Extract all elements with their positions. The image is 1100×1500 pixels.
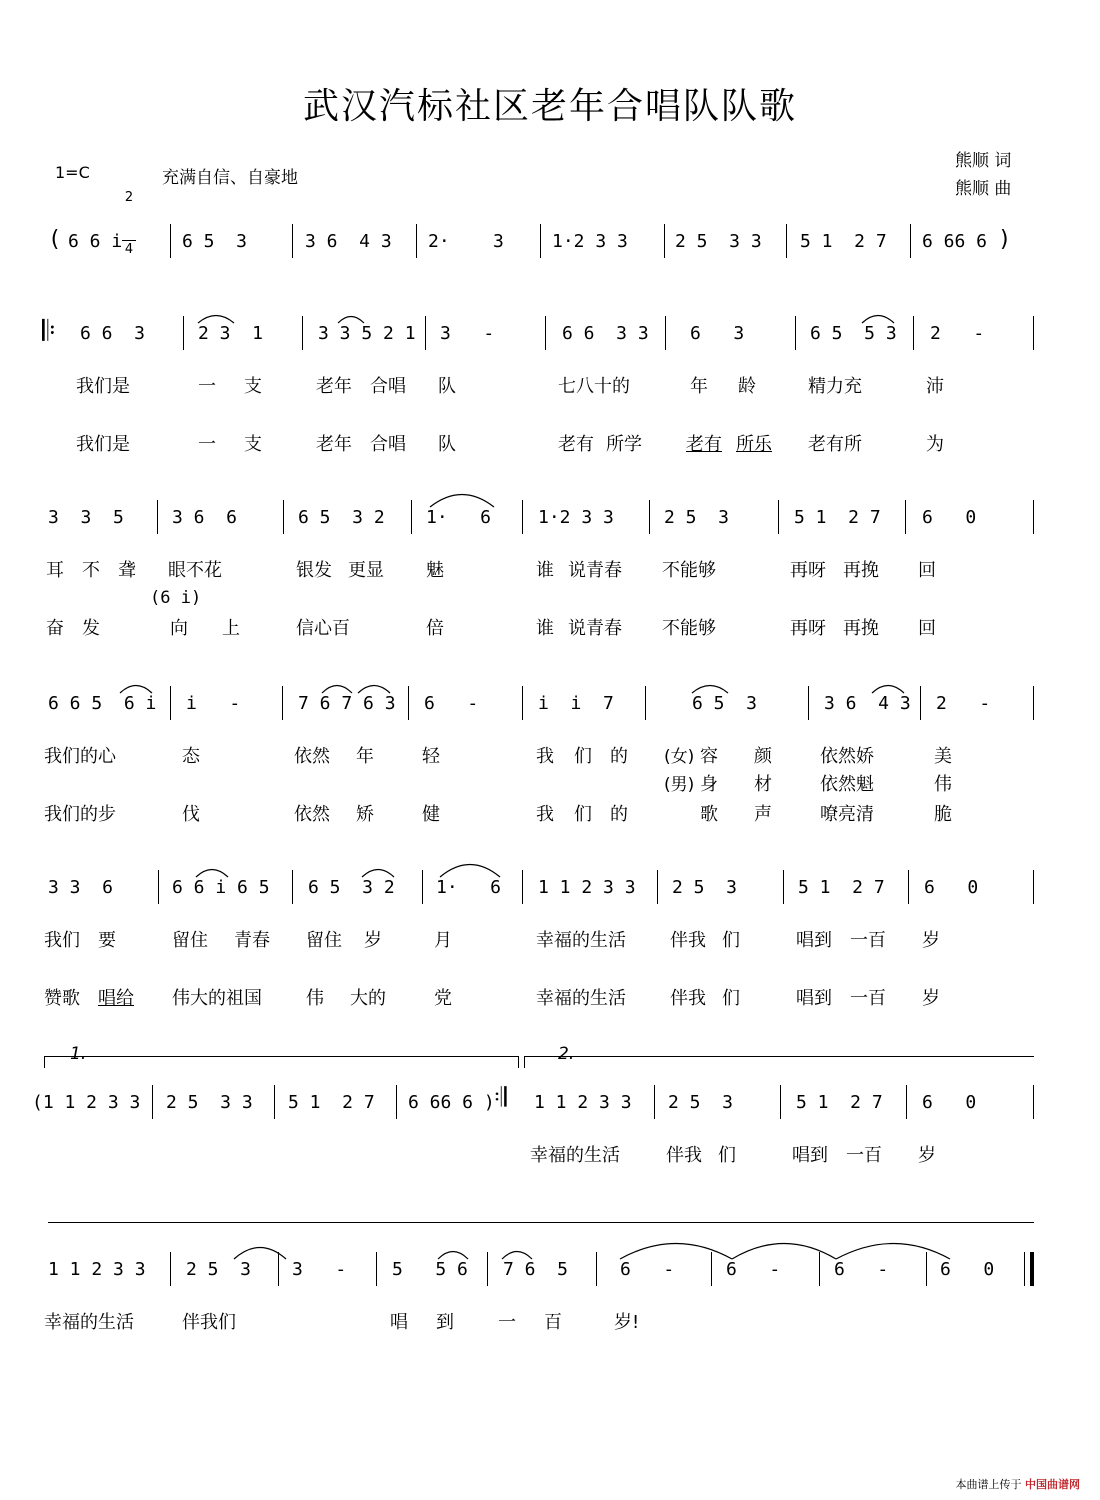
lyric: 老有 [558, 434, 594, 455]
measure: 6 0 [940, 1259, 995, 1280]
barline [411, 500, 412, 534]
lyric: 合唱 [370, 376, 406, 397]
lyric: 身 [700, 774, 718, 795]
measure: 1·2 3 3 [538, 507, 614, 528]
final-barline-thin [1024, 1252, 1025, 1286]
lyric: 的 [610, 746, 628, 767]
lyric: 伴我 [666, 1145, 702, 1166]
lyric: 岁 [364, 930, 382, 951]
lyric: 伟大的祖国 [172, 988, 262, 1009]
measure: 5 5 6 [392, 1259, 468, 1280]
lyric: 老年 [316, 434, 352, 455]
measure: 1·2 3 3 [552, 231, 628, 252]
barline [170, 224, 171, 258]
volta-2-hook [524, 1056, 525, 1068]
lyric: 嘹亮清 [820, 804, 874, 825]
measure: (1 1 2 3 3 [32, 1092, 141, 1113]
barline [664, 224, 665, 258]
lyric: 们 [574, 746, 592, 767]
barline [425, 316, 426, 350]
lyric: 矫 [356, 804, 374, 825]
lyric: 老有 [686, 434, 722, 455]
barline [711, 1252, 712, 1286]
lyric: 为 [926, 434, 944, 455]
barline [1033, 686, 1034, 720]
lyric: 月 [434, 930, 452, 951]
barline [170, 1252, 171, 1286]
composer-credit: 熊顺 曲 [955, 179, 1012, 199]
lyric: 上 [222, 618, 240, 639]
measure: 2 5 3 3 [166, 1092, 253, 1113]
lyric: 脆 [934, 804, 952, 825]
lyric: 一 [498, 1312, 516, 1333]
line1-notes [0, 316, 1100, 350]
lyric: 留住 [306, 930, 342, 951]
lyric: 再挽 [843, 560, 879, 581]
repeat-start-sign: 𝄆 [42, 314, 56, 347]
lyric: 银发 [296, 560, 332, 581]
lyric: 我们 [44, 930, 80, 951]
barline [908, 870, 909, 904]
measure: 6 0 [922, 507, 977, 528]
lyric: 们 [718, 1145, 736, 1166]
lyric: 留住 [172, 930, 208, 951]
lyric: 幸福的生活 [530, 1145, 620, 1166]
measure: 7 6 7 6 3 [298, 693, 396, 714]
volta-2-label: 2. [558, 1044, 575, 1064]
barline [1033, 1085, 1034, 1119]
lyric: 说青春 [568, 560, 622, 581]
lyric: 我们是 [76, 434, 130, 455]
lyric: 龄 [738, 376, 756, 397]
lyric: 唱到 [792, 1145, 828, 1166]
barline [487, 1252, 488, 1286]
barline [786, 224, 787, 258]
lyric: 老年 [316, 376, 352, 397]
barline [913, 316, 914, 350]
measure: 3 - [292, 1259, 347, 1280]
measure: 6 - [620, 1259, 675, 1280]
lyric: 依然娇 [820, 746, 874, 767]
measure: 6 - [726, 1259, 781, 1280]
lyric: 不 [82, 560, 100, 581]
measure: 2 5 3 3 [675, 231, 762, 252]
female-part-label: (女) [664, 747, 695, 767]
line6-notes [0, 1252, 1100, 1286]
lyric: 再挽 [843, 618, 879, 639]
barline [157, 500, 158, 534]
alt-note-marking: (6 i) [150, 588, 202, 608]
lyric: 材 [754, 774, 772, 795]
barline [422, 870, 423, 904]
barline [302, 316, 303, 350]
measure: 3 3 6 [48, 877, 114, 898]
lyric: 要 [98, 930, 116, 951]
lyric: 队 [438, 434, 456, 455]
barline [522, 686, 523, 720]
lyric: 们 [722, 930, 740, 951]
lyric: 伴我 [670, 930, 706, 951]
measure: 1· 6 [436, 877, 502, 898]
lyric: 一百 [846, 1145, 882, 1166]
lyric: 谁 [536, 560, 554, 581]
lyric: 再呀 [790, 618, 826, 639]
time-signature-top: 2 [124, 190, 134, 205]
measure: 1 1 2 3 3 [48, 1259, 146, 1280]
repeat-end-sign: 𝄇 [494, 1083, 507, 1113]
lyric: 一百 [850, 988, 886, 1009]
lyric: 我 [536, 746, 554, 767]
lyric: 一 [198, 434, 216, 455]
measure: 6 5 3 2 [298, 507, 385, 528]
footer-brand: 中国曲谱网 [1025, 1478, 1080, 1491]
measure: i - [186, 693, 241, 714]
barline [1033, 316, 1034, 350]
barline [657, 870, 658, 904]
lyric: 幸福的生活 [536, 930, 626, 951]
measure: 2 5 3 [186, 1259, 252, 1280]
footer-prefix: 本曲谱上传于 [955, 1478, 1022, 1491]
lyric: 唱到 [796, 988, 832, 1009]
lyric: 我们的心 [44, 746, 116, 767]
barline [158, 870, 159, 904]
lyric: 眼不花 [168, 560, 222, 581]
lyric: 沛 [926, 376, 944, 397]
lyric: 支 [244, 376, 262, 397]
barline [396, 1085, 397, 1119]
measure: 6 5 5 3 [810, 323, 897, 344]
time-signature-bottom: 4 [122, 240, 136, 258]
lyric: 幸福的生活 [536, 988, 626, 1009]
lyric: 到 [436, 1312, 454, 1333]
lyric: 回 [918, 618, 936, 639]
volta-2-line [524, 1056, 1034, 1057]
lyric: 再呀 [790, 560, 826, 581]
lyric: 伐 [182, 804, 200, 825]
lyric: 信心百 [296, 618, 350, 639]
barline [274, 1085, 275, 1119]
lyric: 容 [700, 746, 718, 767]
measure: 3 3 5 [48, 507, 124, 528]
intro-notes [0, 224, 1100, 258]
barline [183, 316, 184, 350]
lyric: 我 [536, 804, 554, 825]
measure: 6 3 [690, 323, 745, 344]
volta-1-line [44, 1056, 518, 1057]
barline [645, 686, 646, 720]
lyric: 们 [574, 804, 592, 825]
lyric: 颜 [754, 746, 772, 767]
lyric: 幸福的生活 [44, 1312, 134, 1333]
measure: 6 5 3 [692, 693, 758, 714]
lyric: 支 [244, 434, 262, 455]
measure: 3 6 6 [172, 507, 238, 528]
lyric: 赞歌 [44, 988, 80, 1009]
barline [920, 686, 921, 720]
measure: 3 3 5 2 1 [318, 323, 416, 344]
barline [282, 686, 283, 720]
lyric: 奋 [46, 618, 64, 639]
lyric: 不能够 [662, 618, 716, 639]
measure: 3 6 4 3 [824, 693, 911, 714]
lyric: 发 [82, 618, 100, 639]
lyric: 态 [182, 746, 200, 767]
line5-notes [0, 1085, 1100, 1119]
barline [292, 224, 293, 258]
lyric: 耳 [46, 560, 64, 581]
upload-footer [956, 1476, 1081, 1492]
lyric: 一 [198, 376, 216, 397]
lyric: 依然 [294, 746, 330, 767]
barline [408, 686, 409, 720]
barline [795, 316, 796, 350]
measure: 6 - [834, 1259, 889, 1280]
measure: 6 66 6 [922, 231, 988, 252]
lyric: 健 [422, 804, 440, 825]
measure: 5 1 2 7 [288, 1092, 375, 1113]
intro-close-paren: ) [998, 227, 1012, 252]
lyric: 伴我 [670, 988, 706, 1009]
male-part-label: (男) [664, 775, 695, 795]
lyric: 歌 [700, 804, 718, 825]
lyric: 说青春 [568, 618, 622, 639]
line2-notes [0, 500, 1100, 534]
lyric: 年 [356, 746, 374, 767]
volta-1-hook [44, 1056, 45, 1068]
barline [649, 500, 650, 534]
lyric: 我们的步 [44, 804, 116, 825]
lyric: 党 [434, 988, 452, 1009]
barline [292, 870, 293, 904]
volta-1-label: 1. [70, 1044, 87, 1064]
barline [906, 1085, 907, 1119]
barline [665, 316, 666, 350]
lyric: 伟 [306, 988, 324, 1009]
measure: 2 5 3 [672, 877, 738, 898]
barline [819, 1252, 820, 1286]
final-barline-thick [1030, 1252, 1034, 1286]
measure: 2· 3 [428, 231, 504, 252]
measure: 6 0 [922, 1092, 977, 1113]
barline [910, 224, 911, 258]
measure: 2 3 1 [198, 323, 264, 344]
measure: 1 1 2 3 3 [534, 1092, 632, 1113]
lyric: 的 [610, 804, 628, 825]
lyric: 依然魁 [820, 774, 874, 795]
lyric: 百 [544, 1312, 562, 1333]
lyric: 我们是 [76, 376, 130, 397]
barline [522, 500, 523, 534]
barline [596, 1252, 597, 1286]
barline [905, 500, 906, 534]
lyric: 队 [438, 376, 456, 397]
line3-notes [0, 686, 1100, 720]
barline [170, 686, 171, 720]
barline [783, 870, 784, 904]
lyric: 魅 [426, 560, 444, 581]
lyric: 合唱 [370, 434, 406, 455]
lyric: 声 [754, 804, 772, 825]
lyric: 大的 [350, 988, 386, 1009]
measure: 2 5 3 [668, 1092, 734, 1113]
measure: i i 7 [538, 693, 614, 714]
measure: 6 6 5 6 i [48, 693, 157, 714]
measure: 3 6 4 3 [305, 231, 392, 252]
intro-open-paren: ( [48, 227, 62, 252]
barline [278, 1252, 279, 1286]
measure: 2 - [930, 323, 985, 344]
measure: 5 1 2 7 [800, 231, 887, 252]
measure: 6 5 3 2 [308, 877, 395, 898]
measure: 6 66 6 ) [408, 1092, 495, 1113]
measure: 6 - [424, 693, 479, 714]
lyric: 岁 [918, 1145, 936, 1166]
lyric: 精力充 [808, 376, 862, 397]
measure: 3 - [440, 323, 495, 344]
lyric: 们 [722, 988, 740, 1009]
lyric: 美 [934, 746, 952, 767]
lyric: 年 [690, 376, 708, 397]
key-signature: 1=C [55, 163, 90, 182]
barline [926, 1252, 927, 1286]
measure: 5 1 2 7 [796, 1092, 883, 1113]
lyric: 更显 [348, 560, 384, 581]
lyric: 倍 [426, 618, 444, 639]
measure: 5 1 2 7 [798, 877, 885, 898]
lyric: 老有所 [808, 434, 862, 455]
measure: 6 6 i [68, 231, 123, 252]
measure: 6 6 3 3 [562, 323, 649, 344]
volta-1-end-hook [518, 1056, 519, 1068]
measure: 7 6 5 [503, 1259, 569, 1280]
measure: 2 - [936, 693, 991, 714]
measure: 6 6 i 6 5 [172, 877, 270, 898]
section-divider [48, 1222, 1034, 1223]
barline [545, 316, 546, 350]
lyric: 向 [170, 618, 188, 639]
measure: 6 0 [924, 877, 979, 898]
barline [416, 224, 417, 258]
lyric: 回 [918, 560, 936, 581]
barline [283, 500, 284, 534]
lyric: 唱 [390, 1312, 408, 1333]
lyric: 依然 [294, 804, 330, 825]
barline [654, 1085, 655, 1119]
lyric: 岁 [922, 988, 940, 1009]
measure: 5 1 2 7 [794, 507, 881, 528]
lyric: 所乐 [736, 434, 772, 455]
measure: 6 5 3 [182, 231, 248, 252]
lyric: 青春 [234, 930, 270, 951]
barline [1033, 870, 1034, 904]
barline [778, 500, 779, 534]
lyric: 一百 [850, 930, 886, 951]
song-title: 武汉汽标社区老年合唱队队歌 [302, 86, 797, 127]
barline [808, 686, 809, 720]
lyric: 唱到 [796, 930, 832, 951]
lyric: 伴我们 [182, 1312, 236, 1333]
lyric: 不能够 [662, 560, 716, 581]
barline [376, 1252, 377, 1286]
barline [780, 1085, 781, 1119]
lyric: 谁 [536, 618, 554, 639]
barline [540, 224, 541, 258]
measure: 1 1 2 3 3 [538, 877, 636, 898]
barline [152, 1085, 153, 1119]
lyric: 岁! [614, 1312, 640, 1333]
line4-notes [0, 870, 1100, 904]
lyric: 七八十的 [558, 376, 630, 397]
tempo-marking: 充满自信、自豪地 [162, 168, 298, 188]
lyric: 聋 [118, 560, 136, 581]
measure: 1· 6 [426, 507, 492, 528]
barline [1033, 500, 1034, 534]
lyric: 岁 [922, 930, 940, 951]
lyric: 伟 [934, 774, 952, 795]
lyric: 所学 [606, 434, 642, 455]
lyric: 唱给 [98, 988, 134, 1009]
lyric: 轻 [422, 746, 440, 767]
measure: 2 5 3 [664, 507, 730, 528]
lyricist-credit: 熊顺 词 [955, 151, 1012, 171]
barline [522, 870, 523, 904]
measure: 6 6 3 [80, 323, 146, 344]
